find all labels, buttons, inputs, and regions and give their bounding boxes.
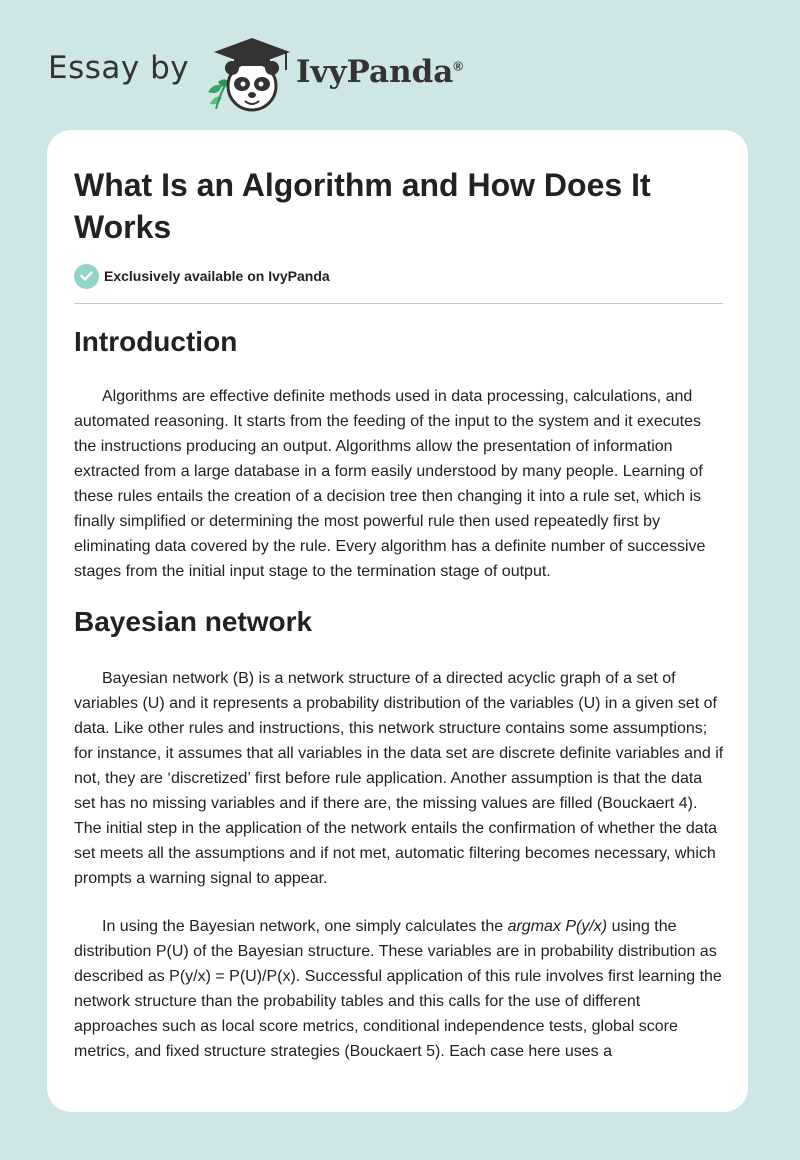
essay-by-label: Essay by xyxy=(48,50,190,86)
checkmark-icon xyxy=(74,264,99,289)
divider xyxy=(74,303,723,304)
registered-mark: ® xyxy=(453,58,463,74)
brand-text: IvyPanda xyxy=(296,54,454,90)
paragraph-text: In using the Bayesian network, one simply calculates the xyxy=(102,918,508,935)
essay-body xyxy=(74,322,726,1064)
formula-emphasis: argmax P(y/x) xyxy=(507,918,608,935)
paragraph: Bayesian network (B) is a network structure of a directed acyclic graph of a set of variables (U) and it represents a probability distribution of the variables (U) in a given set of data. Like other rules and instructions, this network structure contains some assumptions; for instance, it assumes that all variables in the data set are discrete definite variables and if not, they are ‘discretized’ first before rule application. Another assumption is that the data set has no missing variables and if there are, the missing values are filled (Bouckaert 4). The initial step in the application of the network entails the confirmation of whether the data set meets all the assumptions and if not met, automatic filtering becomes necessary, which prompts a warning signal to appear. xyxy=(74,670,724,887)
paragraph: Algorithms are effective definite methods used in data processing, calculations, and automated reasoning. It starts from the feeding of the input to the system and it executes the instructions producing an output. Algorithms allow the presentation of information extracted from a large database in a form easily understood by many people. Learning of these rules entails the creation of a decision tree then changing it into a rule set, which is finally simplified or determining the most powerful rule then used repeatedly first by eliminating data covered by the rule. Every algorithm has a definite number of successive stages from the initial input stage to the termination stage of output. xyxy=(74,388,706,580)
site-header xyxy=(0,0,800,130)
paragraph-text: using the distribution P(U) of the Bayesian structure. These variables are in probability distribution as described as P(y/x) = P(U)/P(x). Successful application of this rule involves first learning the network structure than the probability tables and this calls for the use of different approaches such as local score metrics, conditional independence tests, global score metrics, and fixed structure strategies (Bouckaert 5). Each case here uses a xyxy=(74,918,722,1060)
badge-label: Exclusively available on IvyPanda xyxy=(104,268,330,284)
paragraph xyxy=(74,914,726,1064)
panda-graduation-cap-logo-icon[interactable] xyxy=(198,34,294,112)
page-title: What Is an Algorithm and How Does It Works xyxy=(74,167,651,245)
exclusive-badge xyxy=(74,263,330,289)
essay-card xyxy=(47,130,748,1112)
brand-name[interactable] xyxy=(296,54,463,90)
section-heading-bayesian-network: Bayesian network xyxy=(74,606,313,637)
section-heading-introduction: Introduction xyxy=(74,326,238,357)
